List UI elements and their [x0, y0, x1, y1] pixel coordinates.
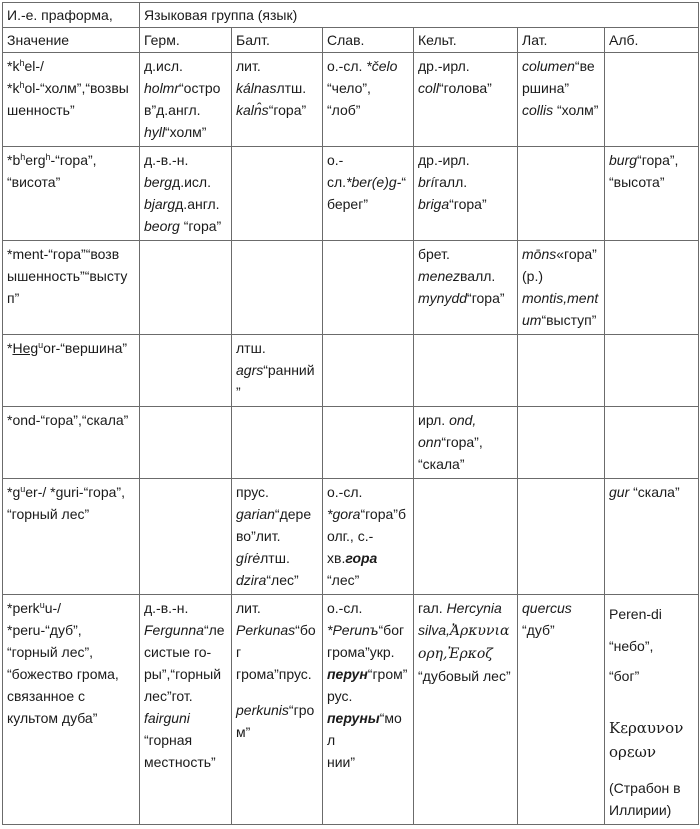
cell-slav: о.-сл. *Perunъ“бог грома”укр. перун“гром” рус. перуны“мол нии” — [323, 595, 414, 825]
cell-alb: burg“гора”, “высота” — [605, 147, 699, 241]
cell-germ — [140, 479, 232, 595]
cell-germ — [140, 407, 232, 479]
table-row-hegwor — [3, 335, 699, 407]
cell-lat — [518, 479, 605, 595]
cell-slav: о.-сл. *čelo “чело”, “лоб” — [323, 53, 414, 147]
table-row-khel — [3, 53, 699, 147]
header-col-balt: Балт. — [232, 28, 323, 53]
header-col-alb: Алб. — [605, 28, 699, 53]
cell-celt: брет. menezвалл. mynydd“гора” — [414, 241, 518, 335]
cell-alb — [605, 407, 699, 479]
cell-proto: $*g^uer-/$ *guri-“гора”, “горный лес” — [3, 479, 140, 595]
table-row-bhergh — [3, 147, 699, 241]
cell-alb — [605, 53, 699, 147]
cell-germ: д.-в.-н. Fergunna“ле систые го- ры”,“горный лес”гот. fairguni “горная местность” — [140, 595, 232, 825]
header-row-2 — [3, 28, 699, 53]
cell-balt — [232, 147, 323, 241]
cell-celt: ирл. ond, onn“гора”, “скала” — [414, 407, 518, 479]
cell-germ — [140, 241, 232, 335]
cell-celt — [414, 479, 518, 595]
cell-lat: quercus “дуб” — [518, 595, 605, 825]
cell-proto: *ment-“гора”“возв ышенность”“высту п” — [3, 241, 140, 335]
cell-proto: $*k^hel-/$ $*k^hol-“холм”,“возвы$ шенность” — [3, 53, 140, 147]
cell-alb — [605, 241, 699, 335]
cell-slav: о.- сл.*ber(e)g-“ берег” — [323, 147, 414, 241]
cell-germ — [140, 335, 232, 407]
cell-slav — [323, 241, 414, 335]
cell-slav — [323, 407, 414, 479]
cell-lat — [518, 407, 605, 479]
cell-celt: др.-ирл. bríгалл. briga“гора” — [414, 147, 518, 241]
cell-lat: columen“ве ршина” collis “холм” — [518, 53, 605, 147]
header-language-group: Языковая группа (язык) — [140, 3, 699, 28]
header-meaning: Значение — [3, 28, 140, 53]
cell-balt: прус. garian“дере во”лит. gírėлтш. dzira“лес” — [232, 479, 323, 595]
cell-balt: лит. kálnasлтш. kaln̂s“гора” — [232, 53, 323, 147]
header-col-slav: Слав. — [323, 28, 414, 53]
cell-celt: гал. Hercynia silva,Ἀρκυνια ορη,Ἐρκοζ “дубовый лес” — [414, 595, 518, 825]
etymology-table — [2, 2, 699, 825]
cell-balt: лит. Perkunas“бог грома”прус. perkunis“гро м” — [232, 595, 323, 825]
cell-lat — [518, 335, 605, 407]
header-row-1 — [3, 3, 699, 28]
header-proto-form: И.-е. праформа, — [3, 3, 140, 28]
cell-balt — [232, 241, 323, 335]
cell-lat — [518, 147, 605, 241]
cell-alb: gur “скала” — [605, 479, 699, 595]
cell-germ: д.-в.-н. bergд.исл. bjargд.англ. beorg “гора” — [140, 147, 232, 241]
cell-germ: д.исл. holmr“остро в”д.англ. hyll“холм” — [140, 53, 232, 147]
table-row-ment — [3, 241, 699, 335]
table-row-guer — [3, 479, 699, 595]
cell-alb — [605, 335, 699, 407]
cell-lat: mōns«гора” (р.) montis,ment um“выступ” — [518, 241, 605, 335]
header-col-celt: Кельт. — [414, 28, 518, 53]
table-row-perkuu — [3, 595, 699, 825]
cell-slav: о.-сл. *gora“гора”б олг., с.- хв.гора “лес” — [323, 479, 414, 595]
header-col-germ: Герм. — [140, 28, 232, 53]
table-row-ond — [3, 407, 699, 479]
cell-alb: Peren-di “небо”, “бог” Κεραυνον ορεων (Страбон в Иллирии) — [605, 595, 699, 825]
cell-balt: лтш. agrs“ранний ” — [232, 335, 323, 407]
cell-proto: $*b^herg^h-“гора$”, “висота” — [3, 147, 140, 241]
cell-balt — [232, 407, 323, 479]
cell-proto: *perk$^u$u-/ *peru-“дуб”, “горный лес”, “божество грома, связанное с культом дуба” — [3, 595, 140, 825]
cell-proto: *ond-“гора”,“скала” — [3, 407, 140, 479]
cell-proto: *Heg$^u$or-“вершина” — [3, 335, 140, 407]
header-col-lat: Лат. — [518, 28, 605, 53]
cell-celt: др.-ирл. coll“голова” — [414, 53, 518, 147]
cell-slav — [323, 335, 414, 407]
cell-celt — [414, 335, 518, 407]
